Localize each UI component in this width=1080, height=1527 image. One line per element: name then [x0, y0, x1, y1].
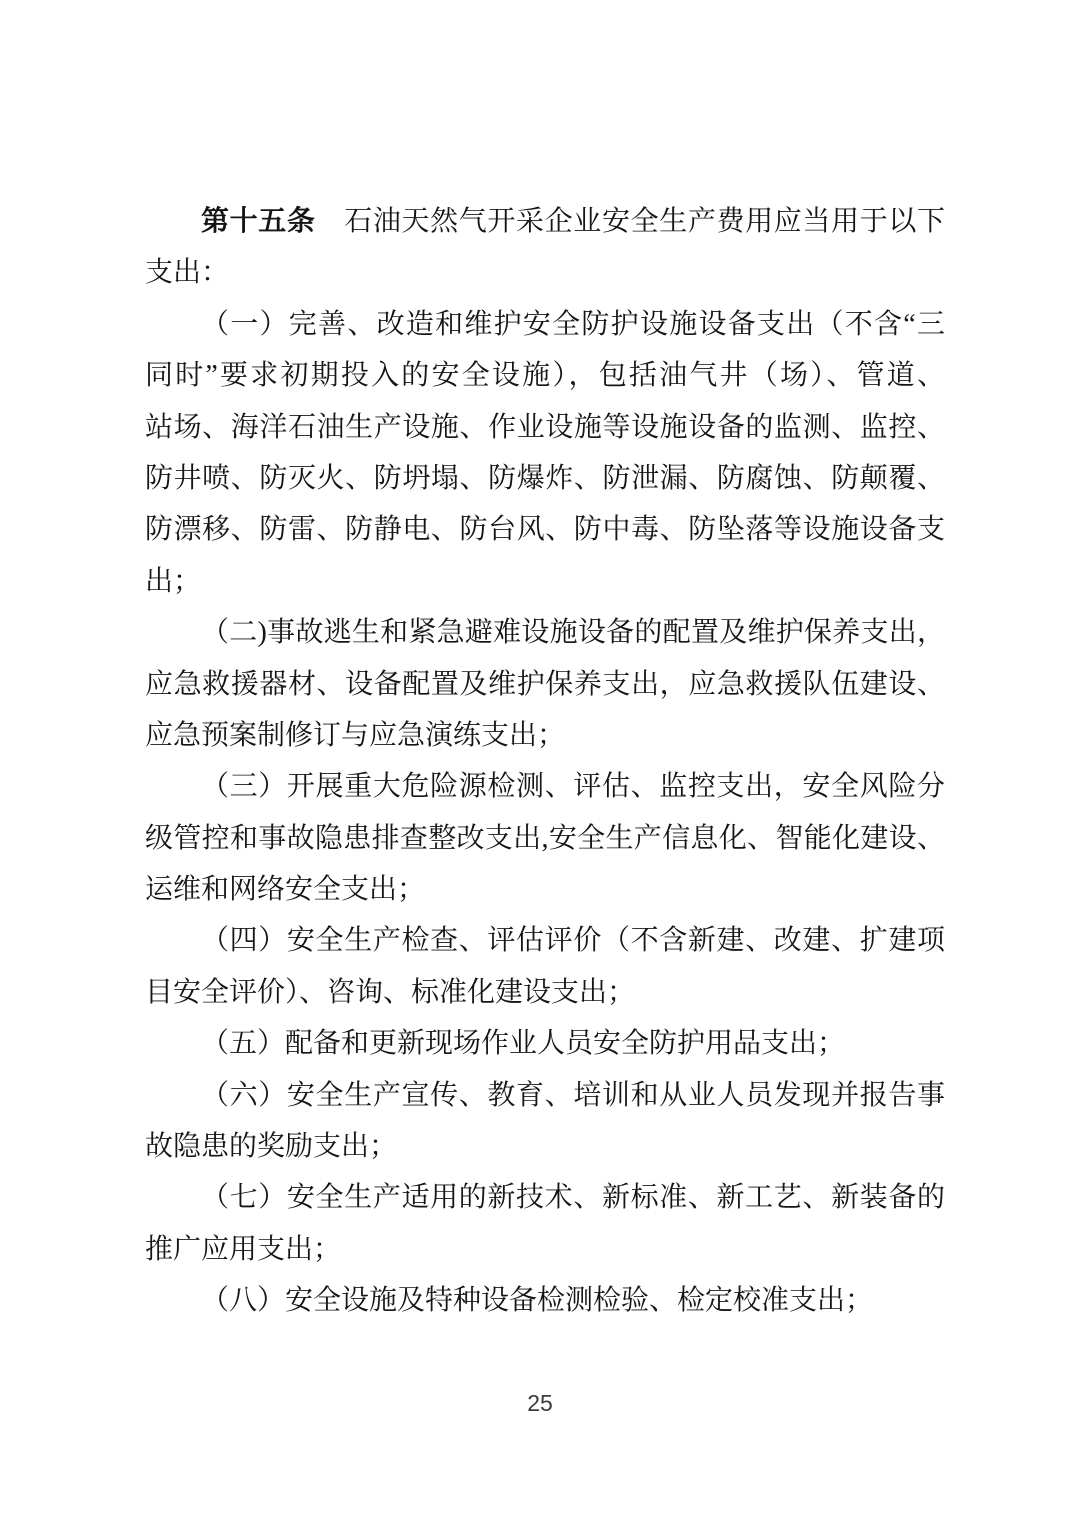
text-line: （六）安全生产宣传、教育、培训和从业人员发现并报告事: [201, 1079, 945, 1111]
paragraph: [145, 915, 945, 1018]
text-line: 推广应用支出；: [145, 1233, 342, 1265]
text-line: 同时”要求初期投入的安全设施），包括油气井（场）、管道、: [145, 360, 945, 392]
text-line: （五）配备和更新现场作业人员安全防护用品支出；: [201, 1028, 846, 1060]
article-body: [145, 196, 945, 1327]
text-line: 支出：: [145, 257, 230, 289]
paragraph: [145, 299, 945, 607]
text-line: （二)事故逃生和紧急避难设施设备的配置及维护保养支出，: [201, 617, 945, 649]
text-line: （四）安全生产检查、评估评价（不含新建、改建、扩建项: [201, 925, 945, 957]
text-line: 出；: [145, 565, 202, 597]
article-number-label: 第十五条: [201, 206, 316, 237]
paragraph: [145, 607, 945, 761]
paragraph: [145, 196, 945, 299]
text-line: （三）开展重大危险源检测、评估、监控支出，安全风险分: [201, 771, 945, 803]
text-line: （七）安全生产适用的新技术、新标准、新工艺、新装备的: [201, 1182, 945, 1214]
paragraph: [145, 1275, 945, 1326]
text-line: （一）完善、改造和维护安全防护设施设备支出（不含“三: [201, 308, 945, 340]
text-line: 防井喷、防灭火、防坍塌、防爆炸、防泄漏、防腐蚀、防颠覆、: [145, 462, 945, 494]
text-line: 目安全评价）、咨询、标准化建设支出；: [145, 976, 636, 1008]
text-line: （八）安全设施及特种设备检测检验、检定校准支出；: [201, 1285, 874, 1317]
text-line: 第十五条 石油天然气开采企业安全生产费用应当用于以下: [201, 206, 945, 237]
text-line: 应急预案制修订与应急演练支出；: [145, 719, 566, 751]
text-line: 级管控和事故隐患排查整改支出,安全生产信息化、智能化建设、: [145, 822, 945, 854]
text-line: 运维和网络安全支出；: [145, 874, 426, 906]
paragraph: [145, 1172, 945, 1275]
text-line: 故隐患的奖励支出；: [145, 1131, 398, 1163]
text-line: 应急救援器材、设备配置及维护保养支出，应急救援队伍建设、: [145, 668, 945, 700]
text-line: 防漂移、防雷、防静电、防台风、防中毒、防坠落等设施设备支: [145, 514, 945, 546]
paragraph: [145, 1018, 945, 1069]
text-line: 站场、海洋石油生产设施、作业设施等设施设备的监测、监控、: [145, 411, 945, 443]
paragraph: [145, 761, 945, 915]
paragraph: [145, 1070, 945, 1173]
page-number: 25: [527, 1390, 553, 1416]
